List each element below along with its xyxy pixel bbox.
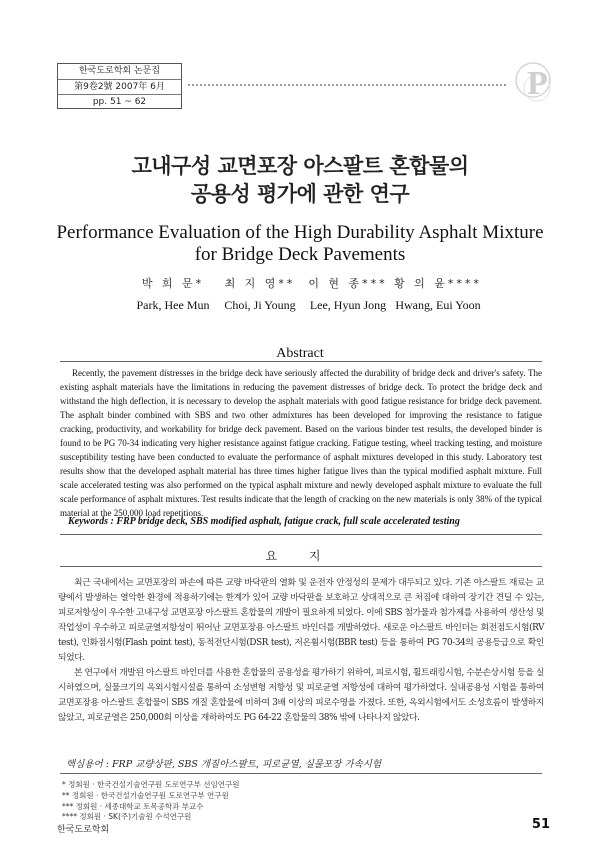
footnote-1: * 정회원 · 한국건설기술연구원 도로연구부 선임연구원 xyxy=(62,780,240,789)
abstract-top-rule xyxy=(60,361,542,362)
summary-keywords: 핵심용어 : FRP 교량상판, SBS 개질아스팔트, 피로균열, 실물포장 가속시험 xyxy=(66,759,382,770)
header-dotted-rule xyxy=(188,84,506,86)
journal-pages: pp. 51 ~ 62 xyxy=(92,97,147,108)
author-4 xyxy=(383,275,493,313)
author-4-english: Hwang, Eui Yoon xyxy=(395,298,481,312)
footnote-4: **** 정회원 · SK(주)기술원 수석연구원 xyxy=(62,812,192,822)
author-footnotes xyxy=(62,780,362,823)
summary-paragraph-2: 본 연구에서 개발된 아스팔트 바인더를 사용한 혼합물의 공용성을 평가하기 위하여, 피로시험, 휠트래킹시험, 수분손상시험 등을 실시하였으며, 실물크기의 옥외시험시설을 통하여 소성변형 저항성 및 피로균열 저항성에 대하여 평가하였다. 실내공용성 시험을 통하여 교면포장용 아스팔트 혼합물이 SBS 개질 혼합물에 비하여 3배 이상의 피로수명을 가졌다. 또한, 옥외시험에서도 소성흐름이 발생하지 않았고, 피로균열은 250,000회 이상을 재하하여도 PG 64-22 혼합물의 38% 밖에 나타나지 않았다. xyxy=(58,668,544,723)
abstract-keywords: Keywords : FRP bridge deck, SBS modified asphalt, fatigue crack, full scale accelerated testing xyxy=(68,516,460,527)
author-1-english: Park, Hee Mun xyxy=(136,298,210,312)
author-4-korean: 황 의 윤**** xyxy=(394,277,482,290)
author-3-korean: 이 현 종*** xyxy=(308,277,388,290)
abstract-heading: Abstract xyxy=(276,346,324,361)
journal-name: 한국도로학회 논문집 xyxy=(58,64,181,80)
journal-logo-p-icon xyxy=(513,58,557,108)
abstract-paragraph: Recently, the pavement distresses in the bridge deck have seriously affected the durability of bridge deck and driver's safety. The existing asphalt materials have the limitations in reducing the pavement distresses of bridge deck. To protect the bridge deck and withstand the high deflection, it is necessary to develop the asphalt materials with good fatigue resistance for bridge deck pavement. The asphalt binder combined with SBS and two other admixtures has been developed for improving the resistance to fatigue cracking, productivity, and workability for bridge deck pavement. Based on the various binder test results, the developed binder is found to be PG 70-34 indicating very higher resistance against fatigue cracking. Fatigue testing, wheel tracking testing, and moisture susceptibility testing have been conducted to evaluate the performance of asphalt mixtures developed in this study. Laboratory test results show that the developed asphalt material has three times higher fatigue lives than the typical modified asphalt mixture. Full scale accelerated testing was also performed on the typical asphalt mixture and newly developed asphalt mixture to evaluate the full scale performance of asphalt mixtures. Test results indicate that the length of cracking on the new materials is only 38% of the typical material at the 250,000 load repetitions. xyxy=(60,368,542,518)
summary-bottom-rule xyxy=(60,773,542,774)
logo-letter: P xyxy=(527,65,548,102)
summary-top-rule xyxy=(60,566,542,567)
title-korean-line2: 공용성 평가에 관한 연구 xyxy=(190,182,410,206)
author-3-english: Lee, Hyun Jong xyxy=(309,298,387,312)
author-2-english: Choi, Ji Young xyxy=(224,298,296,312)
title-english-line1: Performance Evaluation of the High Durability Asphalt Mixture xyxy=(56,222,544,243)
summary-heading: 요 지 xyxy=(265,549,335,563)
abstract-body xyxy=(60,366,542,520)
summary-body xyxy=(58,576,544,726)
title-english-line2: for Bridge Deck Pavements xyxy=(194,244,406,265)
author-1-korean: 박 희 문* xyxy=(141,277,205,290)
footer-society: 한국도로학회 xyxy=(57,825,110,835)
journal-issue: 第9卷2號 2007年 6月 xyxy=(58,80,181,96)
author-list xyxy=(0,275,600,315)
footnote-3: *** 정회원 · 세종대학교 토목공학과 부교수 xyxy=(62,801,204,811)
footnote-2: ** 정회원 · 한국건설기술연구원 도로연구부 연구원 xyxy=(62,790,229,800)
footer-page-number: 51 xyxy=(531,817,550,832)
title-korean-line1: 고내구성 교면포장 아스팔트 혼합물의 xyxy=(131,154,469,178)
abstract-bottom-rule xyxy=(60,534,542,535)
author-2-korean: 최 지 영** xyxy=(224,277,296,290)
journal-info-box xyxy=(57,63,182,109)
summary-paragraph-1: 최근 국내에서는 교면포장의 파손에 따른 교량 바닥판의 열화 및 운전자 안정성의 문제가 대두되고 있다. 기존 아스팔트 재료는 교량에서 발생하는 열악한 환경에 적용하기에는 한계가 있어 교량 바닥판을 보호하고 상대적으로 큰 처짐에 대하여 장기간 견딜 수 있는, 피로저항성이 우수한 고내구성 교면포장 아스팔트 혼합물의 개발이 필요하게 되었다. 이에 SBS 첨가물과 첨가제를 사용하여 생산성 및 작업성이 우수하고 피로균열저항성이 뛰어난 교면포장용 아스팔트 바인더를 개발하였다. 새로운 아스팔트 바인더는 회전점도시험(RV test), 인화점시험(Flash point test), 동적전단시험(DSR test), 저온휨시험(BBR test) 등을 통하여 PG 70-34의 공용등급으로 확인되었다. xyxy=(58,578,544,663)
